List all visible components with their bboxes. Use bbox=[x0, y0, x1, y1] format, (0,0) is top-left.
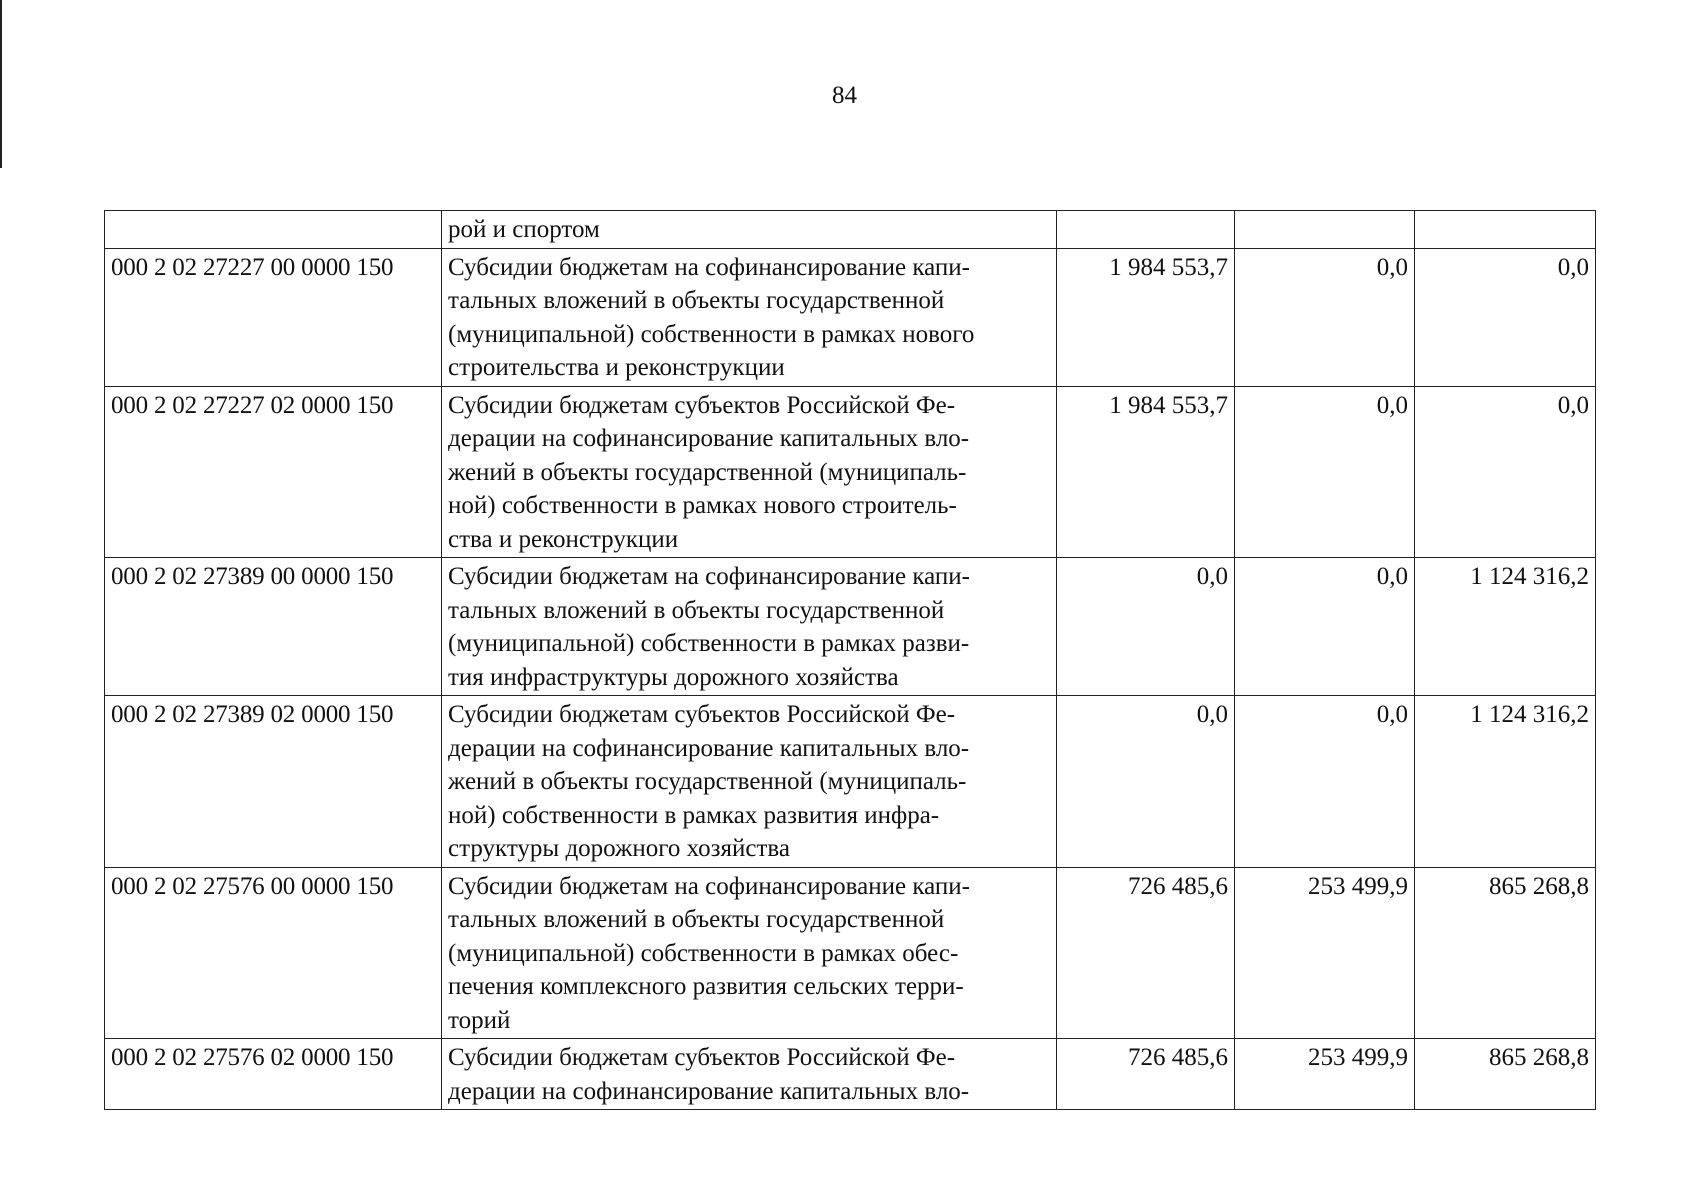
amount-cell-3 bbox=[1415, 211, 1596, 249]
income-name-line: ства и реконструкции bbox=[448, 525, 679, 553]
amount-cell-1: 726 485,6 bbox=[1057, 1039, 1235, 1110]
amount-cell-1: 1 984 553,7 bbox=[1057, 248, 1235, 386]
amount-cell-3: 865 268,8 bbox=[1415, 1039, 1596, 1110]
amount-cell-3: 1 124 316,2 bbox=[1415, 558, 1596, 696]
amount-cell-1: 0,0 bbox=[1057, 558, 1235, 696]
amount-cell-3: 0,0 bbox=[1415, 248, 1596, 386]
income-name-line: (муниципальной) собственности в рамках нового bbox=[448, 320, 975, 348]
page-number: 84 bbox=[832, 82, 857, 109]
income-code-cell: 000 2 02 27389 02 0000 150 bbox=[105, 696, 442, 868]
amount-cell-1: 1 984 553,7 bbox=[1057, 386, 1235, 558]
table-row bbox=[105, 211, 1596, 249]
income-name-line: ной) собственности в рамках развития инфра- bbox=[448, 801, 940, 829]
income-code-cell: 000 2 02 27576 02 0000 150 bbox=[105, 1039, 442, 1110]
amount-cell-2: 253 499,9 bbox=[1235, 1039, 1415, 1110]
amount-cell-3: 0,0 bbox=[1415, 386, 1596, 558]
income-code-cell: 000 2 02 27227 02 0000 150 bbox=[105, 386, 442, 558]
income-name-line: жений в объекты государственной (муниципаль- bbox=[448, 768, 967, 795]
amount-cell-2: 0,0 bbox=[1235, 696, 1415, 868]
budget-table bbox=[104, 210, 1596, 1110]
table-row bbox=[105, 867, 1596, 1039]
income-name-line: строительства и реконструкции bbox=[448, 354, 785, 381]
income-name-cell bbox=[442, 248, 1057, 386]
table-row bbox=[105, 1039, 1596, 1110]
amount-cell-2: 0,0 bbox=[1235, 248, 1415, 386]
income-name-line: (муниципальной) собственности в рамках обес- bbox=[448, 939, 959, 967]
income-name-line: структуры дорожного хозяйства bbox=[448, 835, 790, 862]
table-row bbox=[105, 248, 1596, 386]
amount-cell-2: 253 499,9 bbox=[1235, 867, 1415, 1039]
income-name-line: печения комплексного развития сельских терри- bbox=[448, 973, 964, 1000]
income-name-line: торий bbox=[448, 1006, 511, 1034]
income-code-cell: 000 2 02 27389 00 0000 150 bbox=[105, 558, 442, 696]
amount-cell-1: 726 485,6 bbox=[1057, 867, 1235, 1039]
income-name-line: тальных вложений в объекты государственной bbox=[448, 287, 945, 314]
income-name-line: дерации на софинансирование капитальных вло- bbox=[448, 425, 970, 452]
amount-cell-1: 0,0 bbox=[1057, 696, 1235, 868]
income-name-cell bbox=[442, 386, 1057, 558]
income-name-line: ной) собственности в рамках нового строитель- bbox=[448, 492, 957, 519]
budget-table-body bbox=[105, 211, 1596, 1110]
table-row bbox=[105, 558, 1596, 696]
amount-cell-3: 1 124 316,2 bbox=[1415, 696, 1596, 868]
income-name-line: тальных вложений в объекты государственной bbox=[448, 596, 945, 624]
income-name-cell bbox=[442, 211, 1057, 249]
income-code-cell: 000 2 02 27576 00 0000 150 bbox=[105, 867, 442, 1039]
income-name-line: дерации на софинансирование капитальных вло- bbox=[448, 1077, 970, 1105]
income-name-line: Субсидии бюджетам субъектов Российской Фе- bbox=[448, 1044, 956, 1071]
amount-cell-2: 0,0 bbox=[1235, 386, 1415, 558]
amount-cell-2: 0,0 bbox=[1235, 558, 1415, 696]
income-name-cell bbox=[442, 867, 1057, 1039]
income-name-cell bbox=[442, 1039, 1057, 1110]
income-name-cell bbox=[442, 696, 1057, 868]
income-name-line: тальных вложений в объекты государственной bbox=[448, 906, 945, 933]
income-name-line: (муниципальной) собственности в рамках разви- bbox=[448, 630, 970, 657]
table-row bbox=[105, 386, 1596, 558]
income-name-cell bbox=[442, 558, 1057, 696]
income-name-line: Субсидии бюджетам на софинансирование капи- bbox=[448, 872, 970, 900]
income-name-line: рой и спортом bbox=[448, 216, 600, 243]
income-name-line: Субсидии бюджетам субъектов Российской Фе- bbox=[448, 701, 956, 728]
amount-cell-1 bbox=[1057, 211, 1235, 249]
income-code-cell bbox=[105, 211, 442, 249]
income-name-line: жений в объекты государственной (муниципаль- bbox=[448, 458, 967, 486]
income-name-line: Субсидии бюджетам на софинансирование капи- bbox=[448, 253, 970, 281]
income-name-line: Субсидии бюджетам субъектов Российской Фе- bbox=[448, 391, 956, 419]
income-name-line: дерации на софинансирование капитальных вло- bbox=[448, 734, 970, 762]
amount-cell-2 bbox=[1235, 211, 1415, 249]
income-name-line: тия инфраструктуры дорожного хозяйства bbox=[448, 663, 899, 691]
income-code-cell: 000 2 02 27227 00 0000 150 bbox=[105, 248, 442, 386]
income-name-line: Субсидии бюджетам на софинансирование капи- bbox=[448, 563, 970, 590]
table-row bbox=[105, 696, 1596, 868]
amount-cell-3: 865 268,8 bbox=[1415, 867, 1596, 1039]
